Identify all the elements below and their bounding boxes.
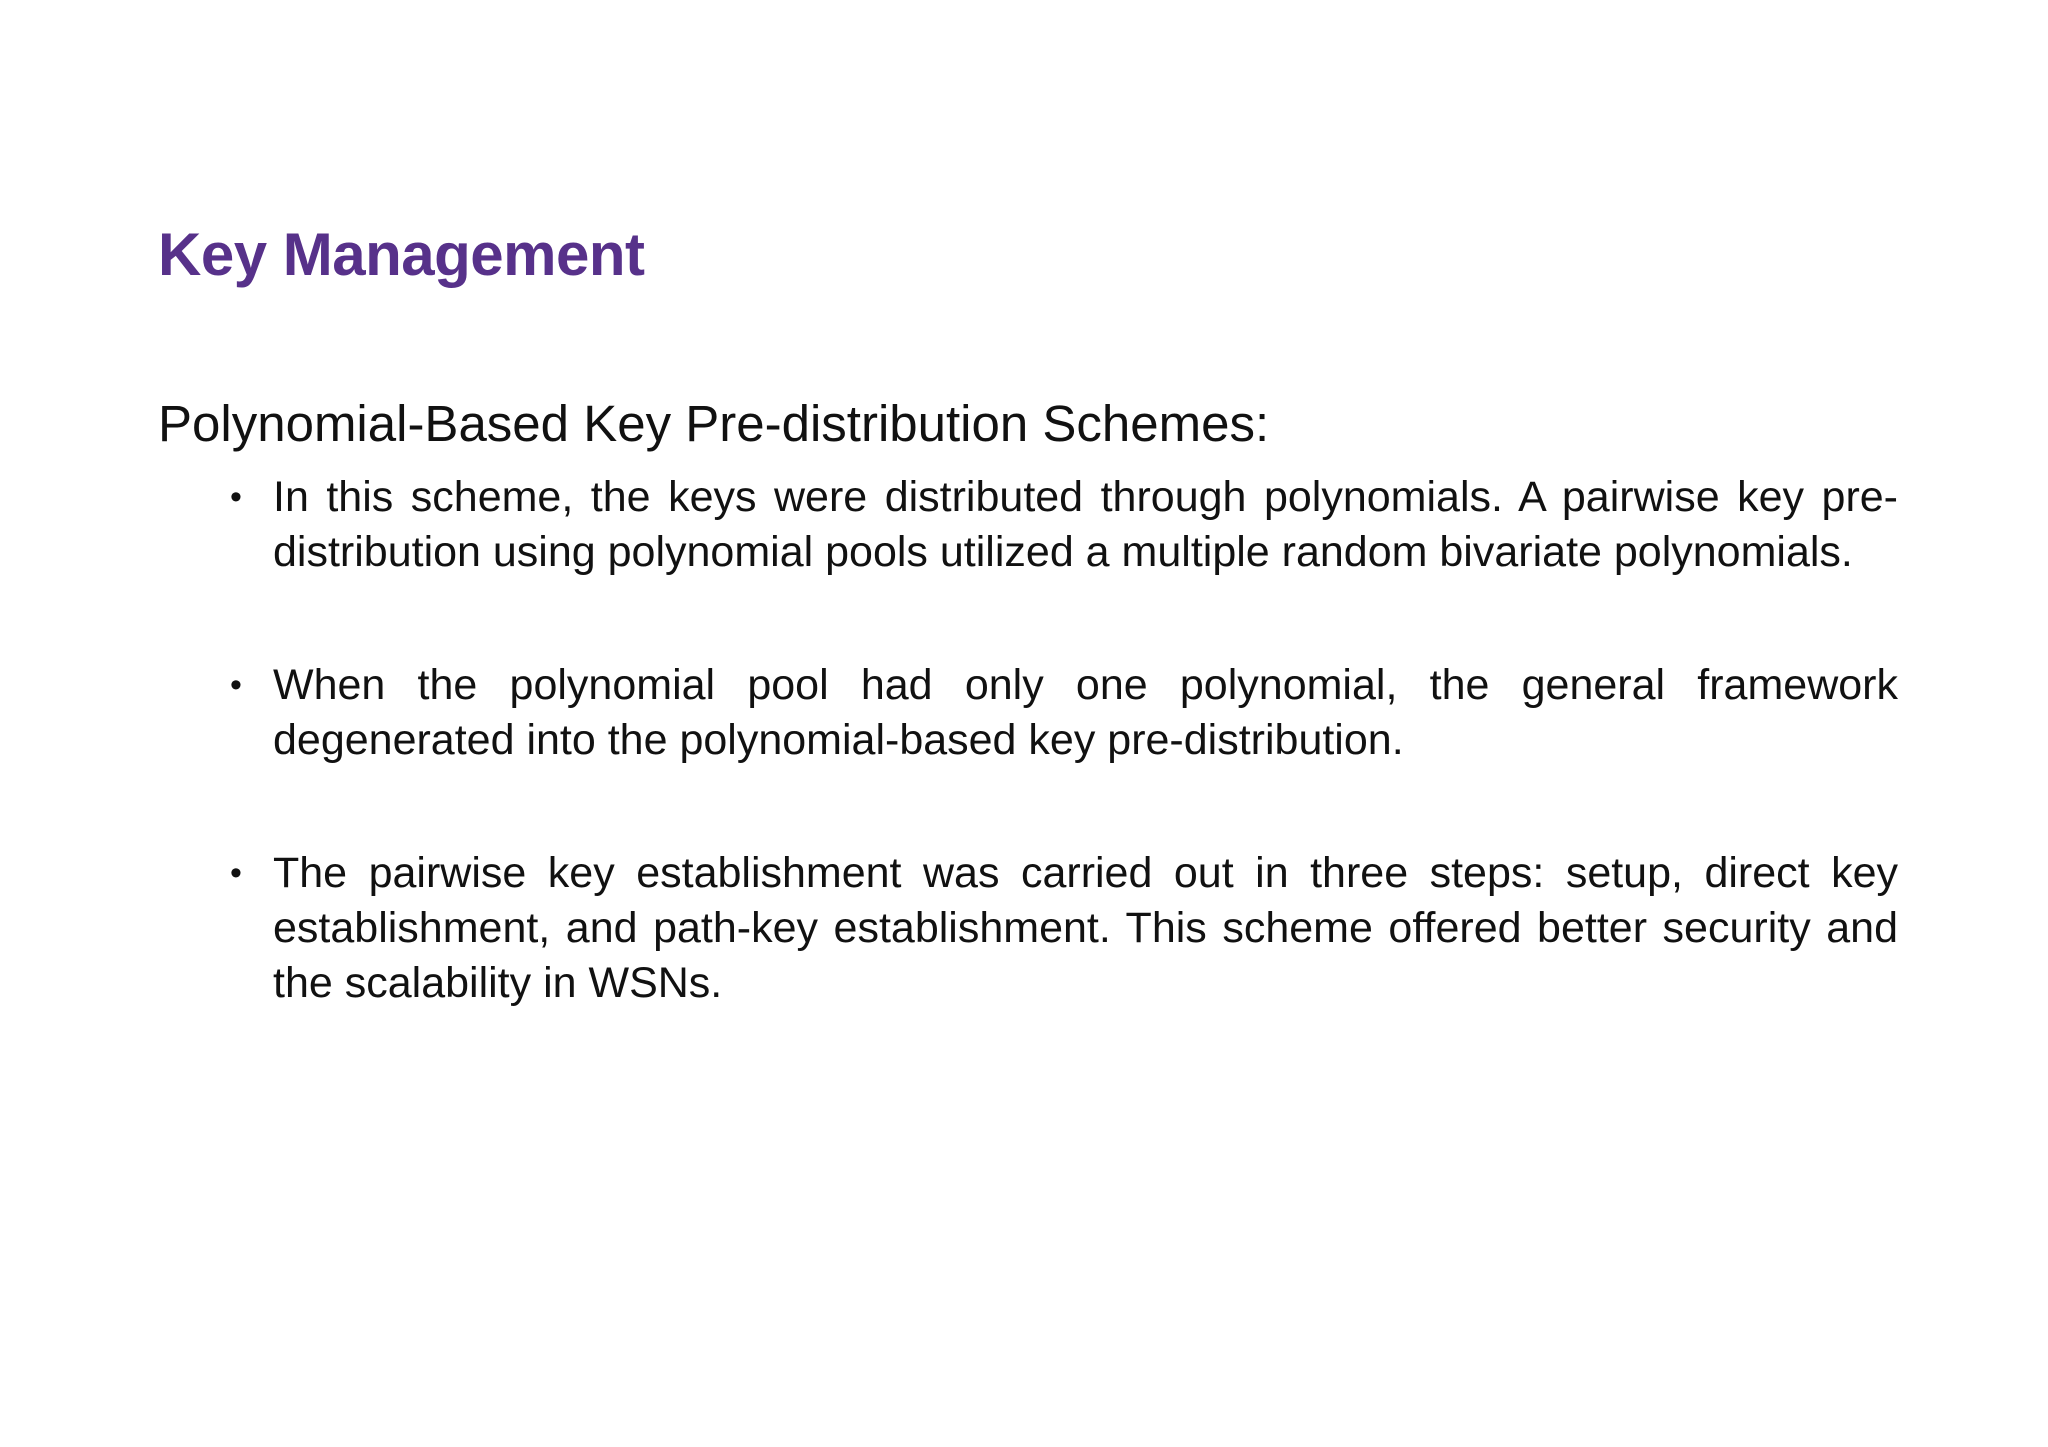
bullet-item bbox=[230, 846, 1898, 1011]
bullet-text: When the polynomial pool had only one polynomial, the general framework degenerated into the polynomial-based key pre-distribution. bbox=[273, 661, 1898, 764]
bullet-text: In this scheme, the keys were distributed through polynomials. A pairwise key pre-distribution using polynomial pools utilized a multiple random bivariate polynomials. bbox=[273, 473, 1898, 576]
bullet-icon: • bbox=[230, 666, 242, 704]
bullet-icon: • bbox=[230, 854, 242, 892]
bullet-text: The pairwise key establishment was carried out in three steps: setup, direct key establishment, and path-key establishment. This scheme offered better security and the scalability in WSNs. bbox=[273, 849, 1898, 1007]
bullet-icon: • bbox=[230, 478, 242, 516]
slide-title: Key Management bbox=[158, 221, 645, 288]
bullet-item bbox=[230, 470, 1898, 580]
bullet-item bbox=[230, 658, 1898, 768]
section-heading: Polynomial-Based Key Pre-distribution Schemes: bbox=[158, 395, 1270, 452]
bullet-list bbox=[230, 470, 1898, 1089]
